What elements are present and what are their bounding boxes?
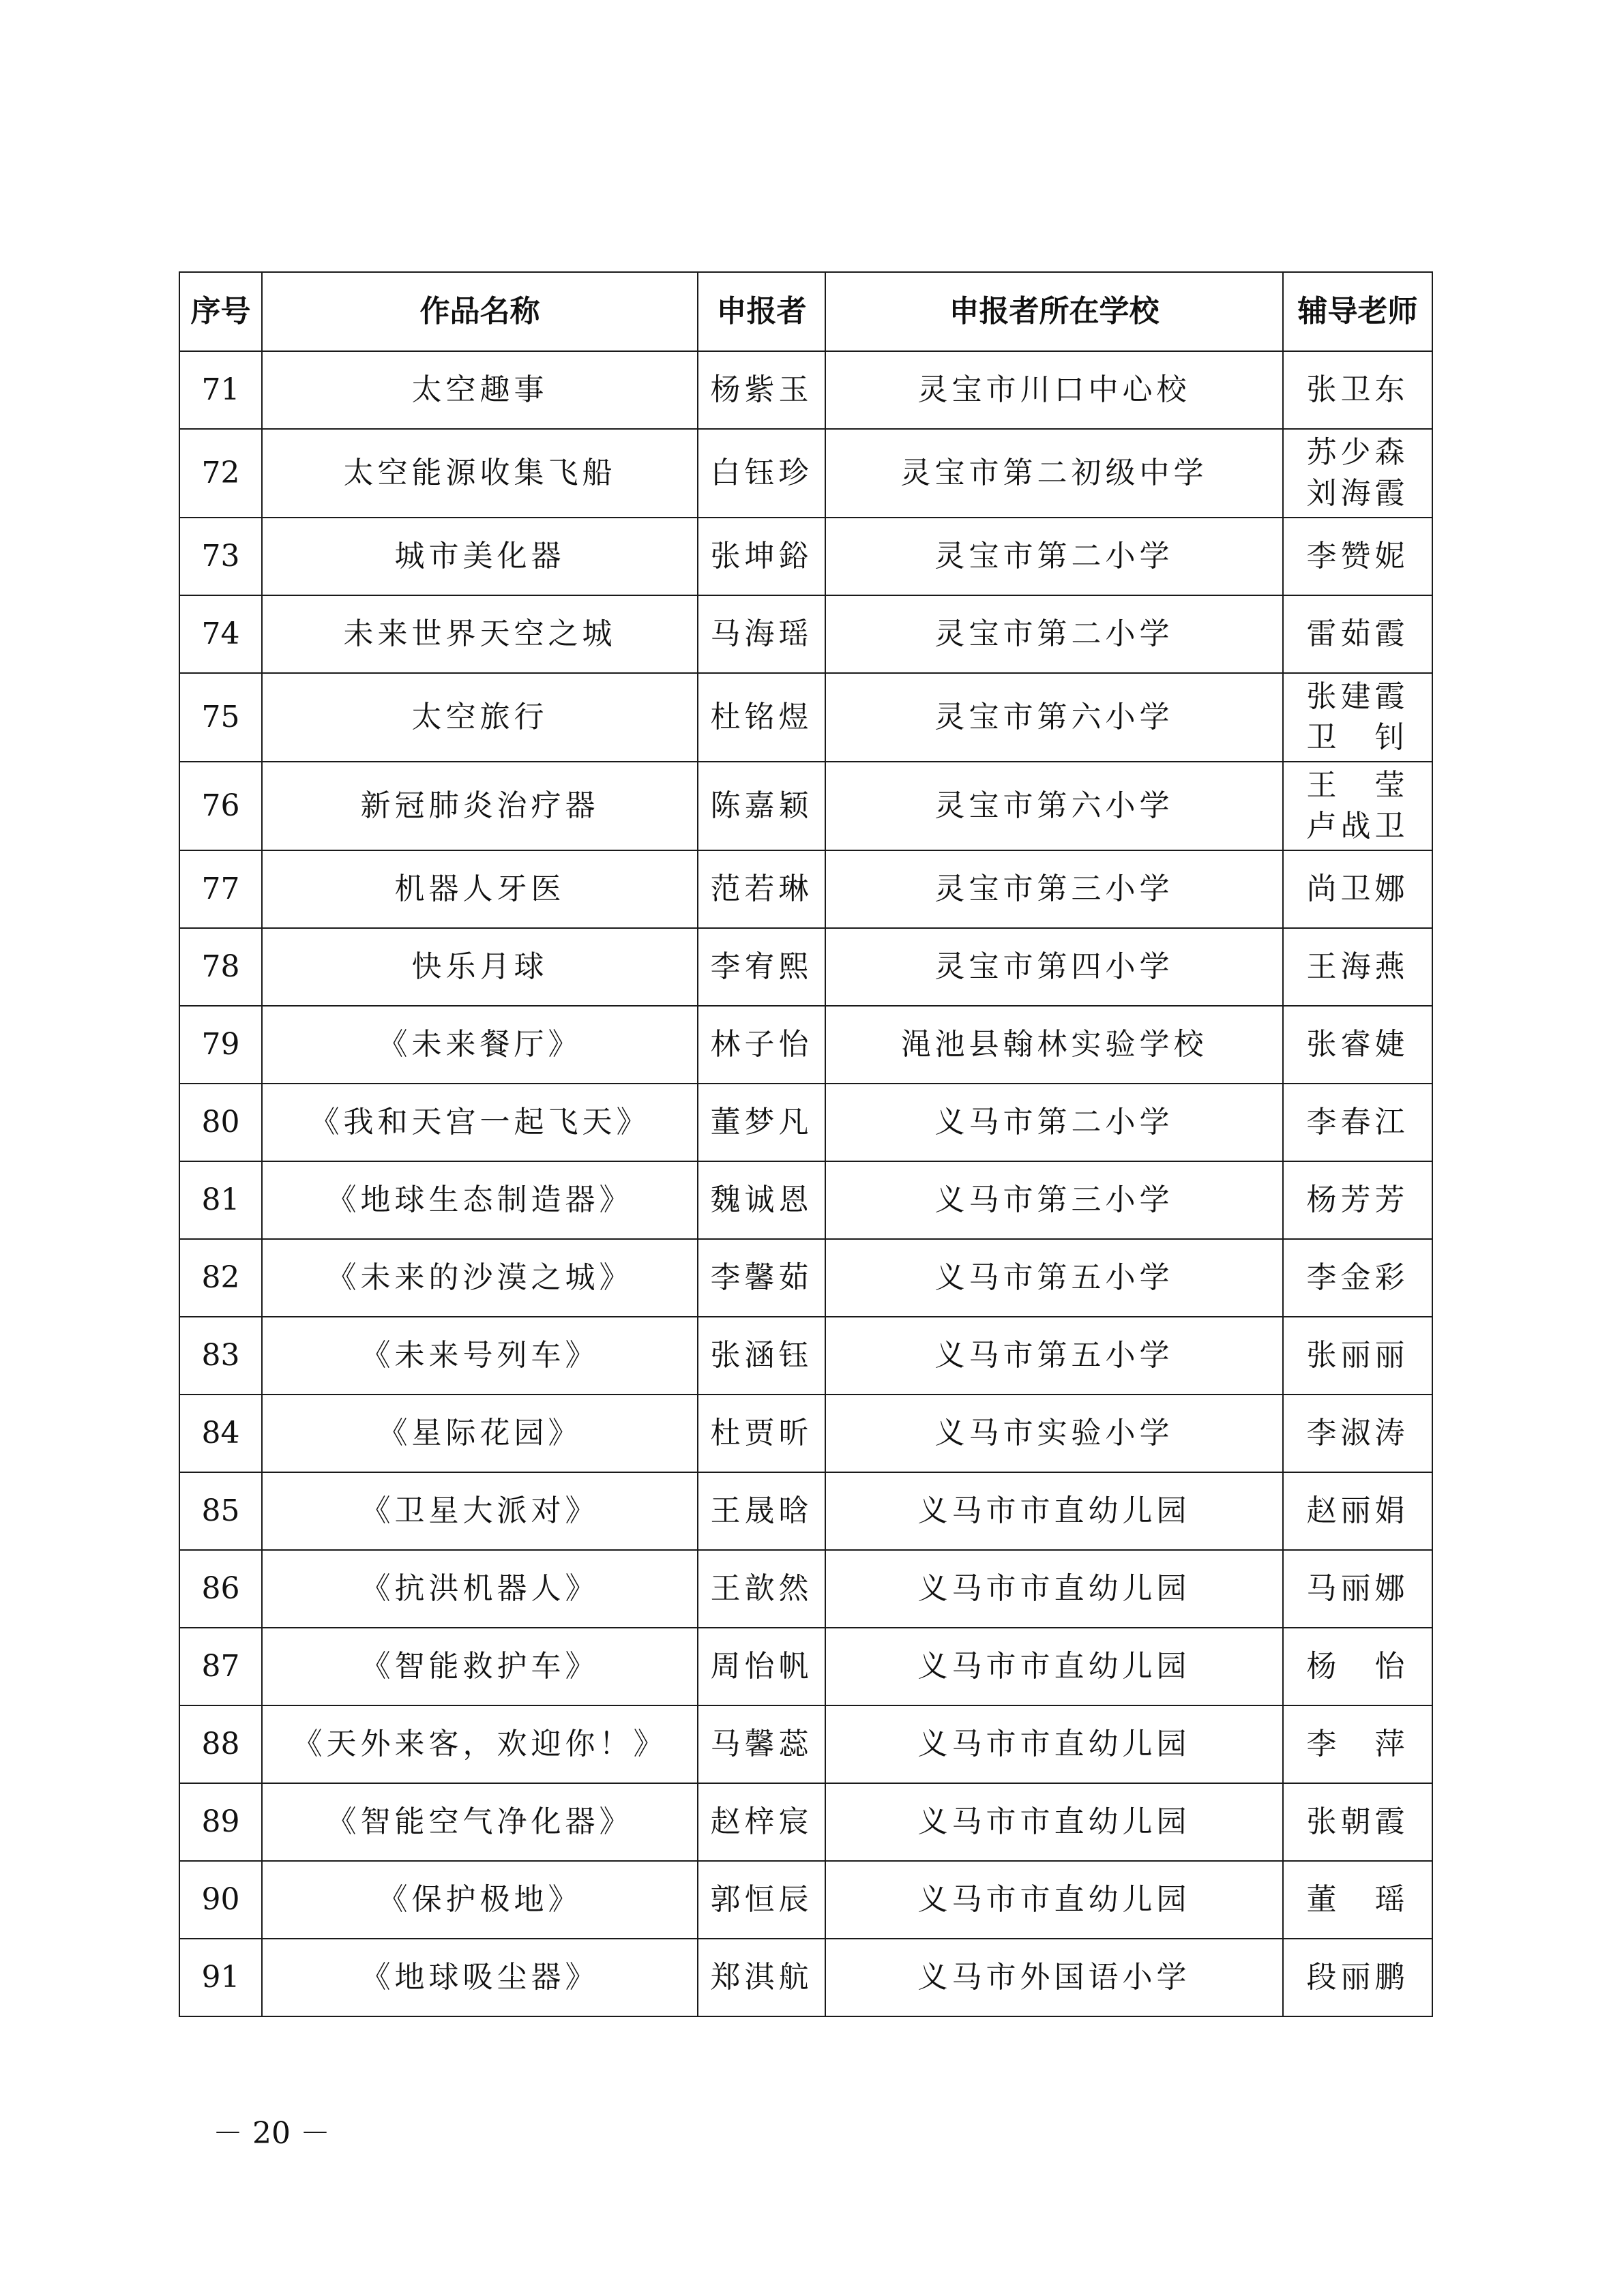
tutor-name: 李淑涛 [1306,1416,1409,1450]
cell-tutor [1283,762,1432,850]
tutor-name: 张建霞 [1306,679,1409,714]
cell-tutor [1283,595,1432,673]
cell-school: 灵宝市第六小学 [825,673,1283,762]
tutor-name: 王海燕 [1306,949,1409,984]
table-row [179,1161,1432,1239]
cell-applicant: 赵梓宸 [698,1783,825,1861]
cell-school: 义马市第三小学 [825,1161,1283,1239]
table-row [179,1239,1432,1317]
table-row [179,429,1432,518]
cell-no: 80 [179,1084,262,1161]
cell-title: 太空趣事 [262,351,698,429]
cell-applicant: 李宥熙 [698,928,825,1006]
cell-applicant: 魏诚恩 [698,1161,825,1239]
cell-school: 义马市外国语小学 [825,1939,1283,2016]
cell-applicant: 王歆然 [698,1550,825,1628]
cell-no: 74 [179,595,262,673]
tutor-name: 卫 钊 [1306,720,1409,755]
cell-title: 太空能源收集飞船 [262,429,698,518]
cell-title: 《地球吸尘器》 [262,1939,698,2016]
cell-school: 灵宝市川口中心校 [825,351,1283,429]
tutor-name: 卢战卫 [1306,809,1409,844]
cell-no: 85 [179,1472,262,1550]
cell-school: 义马市市直幼儿园 [825,1705,1283,1783]
cell-school: 义马市第二小学 [825,1084,1283,1161]
table-header-row [179,272,1432,351]
cell-tutor [1283,1239,1432,1317]
cell-tutor [1283,1628,1432,1705]
cell-title: 《星际花园》 [262,1395,698,1472]
cell-no: 88 [179,1705,262,1783]
cell-applicant: 陈嘉颖 [698,762,825,850]
cell-title: 《卫星大派对》 [262,1472,698,1550]
cell-applicant: 白钰珍 [698,429,825,518]
cell-tutor [1283,1006,1432,1084]
table-row [179,928,1432,1006]
cell-no: 81 [179,1161,262,1239]
header-tutor: 辅导老师 [1283,272,1432,351]
cell-no: 72 [179,429,262,518]
cell-no: 83 [179,1317,262,1395]
cell-school: 义马市实验小学 [825,1395,1283,1472]
cell-title: 太空旅行 [262,673,698,762]
cell-school: 灵宝市第四小学 [825,928,1283,1006]
cell-no: 77 [179,850,262,928]
cell-applicant: 杨紫玉 [698,351,825,429]
cell-no: 90 [179,1861,262,1939]
cell-no: 91 [179,1939,262,2016]
table-row [179,1006,1432,1084]
tutor-name: 杨 怡 [1306,1649,1409,1684]
cell-no: 89 [179,1783,262,1861]
tutor-name: 王 莹 [1306,768,1409,803]
cell-applicant: 杜贾昕 [698,1395,825,1472]
cell-tutor [1283,1705,1432,1783]
cell-tutor [1283,1317,1432,1395]
cell-title: 新冠肺炎治疗器 [262,762,698,850]
table-row [179,1939,1432,2016]
cell-applicant: 周怡帆 [698,1628,825,1705]
header-no: 序号 [179,272,262,351]
tutor-name: 张睿婕 [1306,1027,1409,1062]
cell-title: 《智能空气净化器》 [262,1783,698,1861]
table-body [179,351,1432,2016]
cell-no: 84 [179,1395,262,1472]
cell-school: 渑池县翰林实验学校 [825,1006,1283,1084]
cell-applicant: 马海瑶 [698,595,825,673]
cell-title: 《未来号列车》 [262,1317,698,1395]
cell-title: 《保护极地》 [262,1861,698,1939]
tutor-name: 苏少森 [1306,435,1409,470]
tutor-name: 李春江 [1306,1105,1409,1139]
cell-no: 78 [179,928,262,1006]
tutor-name: 李金彩 [1306,1260,1409,1295]
cell-title: 城市美化器 [262,518,698,595]
cell-tutor [1283,928,1432,1006]
page-number: － 20 － [213,2116,330,2151]
tutor-name: 李赞妮 [1306,539,1409,573]
cell-applicant: 马馨蕊 [698,1705,825,1783]
cell-tutor [1283,1472,1432,1550]
cell-tutor [1283,1939,1432,2016]
cell-title: 《未来的沙漠之城》 [262,1239,698,1317]
tutor-name: 张丽丽 [1306,1338,1409,1373]
cell-applicant: 林子怡 [698,1006,825,1084]
cell-title: 未来世界天空之城 [262,595,698,673]
cell-title: 《我和天宫一起飞天》 [262,1084,698,1161]
cell-tutor [1283,351,1432,429]
table-row [179,1861,1432,1939]
table-row [179,1472,1432,1550]
tutor-name: 刘海霞 [1306,476,1409,511]
tutor-name: 马丽娜 [1306,1571,1409,1606]
table-row [179,850,1432,928]
table-row [179,1783,1432,1861]
header-school: 申报者所在学校 [825,272,1283,351]
tutor-name: 张朝霞 [1306,1804,1409,1839]
award-table [179,271,1433,2017]
cell-school: 义马市市直幼儿园 [825,1628,1283,1705]
cell-no: 73 [179,518,262,595]
cell-school: 义马市第五小学 [825,1317,1283,1395]
tutor-name: 杨芳芳 [1306,1182,1409,1217]
table-row [179,351,1432,429]
tutor-name: 张卫东 [1306,372,1409,407]
cell-title: 《智能救护车》 [262,1628,698,1705]
cell-school: 义马市第五小学 [825,1239,1283,1317]
cell-applicant: 杜铭煜 [698,673,825,762]
table-row [179,1395,1432,1472]
cell-title: 《地球生态制造器》 [262,1161,698,1239]
tutor-name: 雷茹霞 [1306,616,1409,651]
cell-applicant: 郭恒辰 [698,1861,825,1939]
cell-title: 《抗洪机器人》 [262,1550,698,1628]
cell-school: 义马市市直幼儿园 [825,1472,1283,1550]
cell-school: 灵宝市第二初级中学 [825,429,1283,518]
cell-school: 灵宝市第六小学 [825,762,1283,850]
cell-applicant: 郑淇航 [698,1939,825,2016]
cell-no: 87 [179,1628,262,1705]
cell-tutor [1283,429,1432,518]
cell-school: 义马市市直幼儿园 [825,1783,1283,1861]
cell-no: 75 [179,673,262,762]
cell-tutor [1283,1161,1432,1239]
tutor-name: 尚卫娜 [1306,871,1409,906]
table-row [179,595,1432,673]
cell-title: 《天外来客，欢迎你！》 [262,1705,698,1783]
cell-tutor [1283,850,1432,928]
cell-school: 灵宝市第三小学 [825,850,1283,928]
cell-no: 82 [179,1239,262,1317]
cell-applicant: 张坤鋊 [698,518,825,595]
cell-tutor [1283,673,1432,762]
tutor-name: 董 瑶 [1306,1882,1409,1917]
table-row [179,1550,1432,1628]
header-applicant: 申报者 [698,272,825,351]
cell-applicant: 范若琳 [698,850,825,928]
cell-school: 灵宝市第二小学 [825,595,1283,673]
table-row [179,673,1432,762]
cell-applicant: 张涵钰 [698,1317,825,1395]
tutor-name: 李 萍 [1306,1727,1409,1761]
cell-no: 71 [179,351,262,429]
tutor-name: 赵丽娟 [1306,1493,1409,1528]
table-row [179,1705,1432,1783]
cell-tutor [1283,1861,1432,1939]
cell-school: 义马市市直幼儿园 [825,1550,1283,1628]
cell-school: 义马市市直幼儿园 [825,1861,1283,1939]
cell-tutor [1283,1550,1432,1628]
cell-tutor [1283,1395,1432,1472]
table-row [179,1628,1432,1705]
cell-title: 机器人牙医 [262,850,698,928]
cell-tutor [1283,518,1432,595]
cell-applicant: 王晟晗 [698,1472,825,1550]
table-row [179,1084,1432,1161]
table-row [179,518,1432,595]
cell-applicant: 李馨茹 [698,1239,825,1317]
table-row [179,762,1432,850]
tutor-name: 段丽鹏 [1306,1960,1409,1995]
cell-title: 《未来餐厅》 [262,1006,698,1084]
cell-no: 86 [179,1550,262,1628]
table-row [179,1317,1432,1395]
cell-tutor [1283,1084,1432,1161]
header-title: 作品名称 [262,272,698,351]
cell-applicant: 董梦凡 [698,1084,825,1161]
cell-tutor [1283,1783,1432,1861]
cell-no: 76 [179,762,262,850]
cell-no: 79 [179,1006,262,1084]
cell-school: 灵宝市第二小学 [825,518,1283,595]
cell-title: 快乐月球 [262,928,698,1006]
